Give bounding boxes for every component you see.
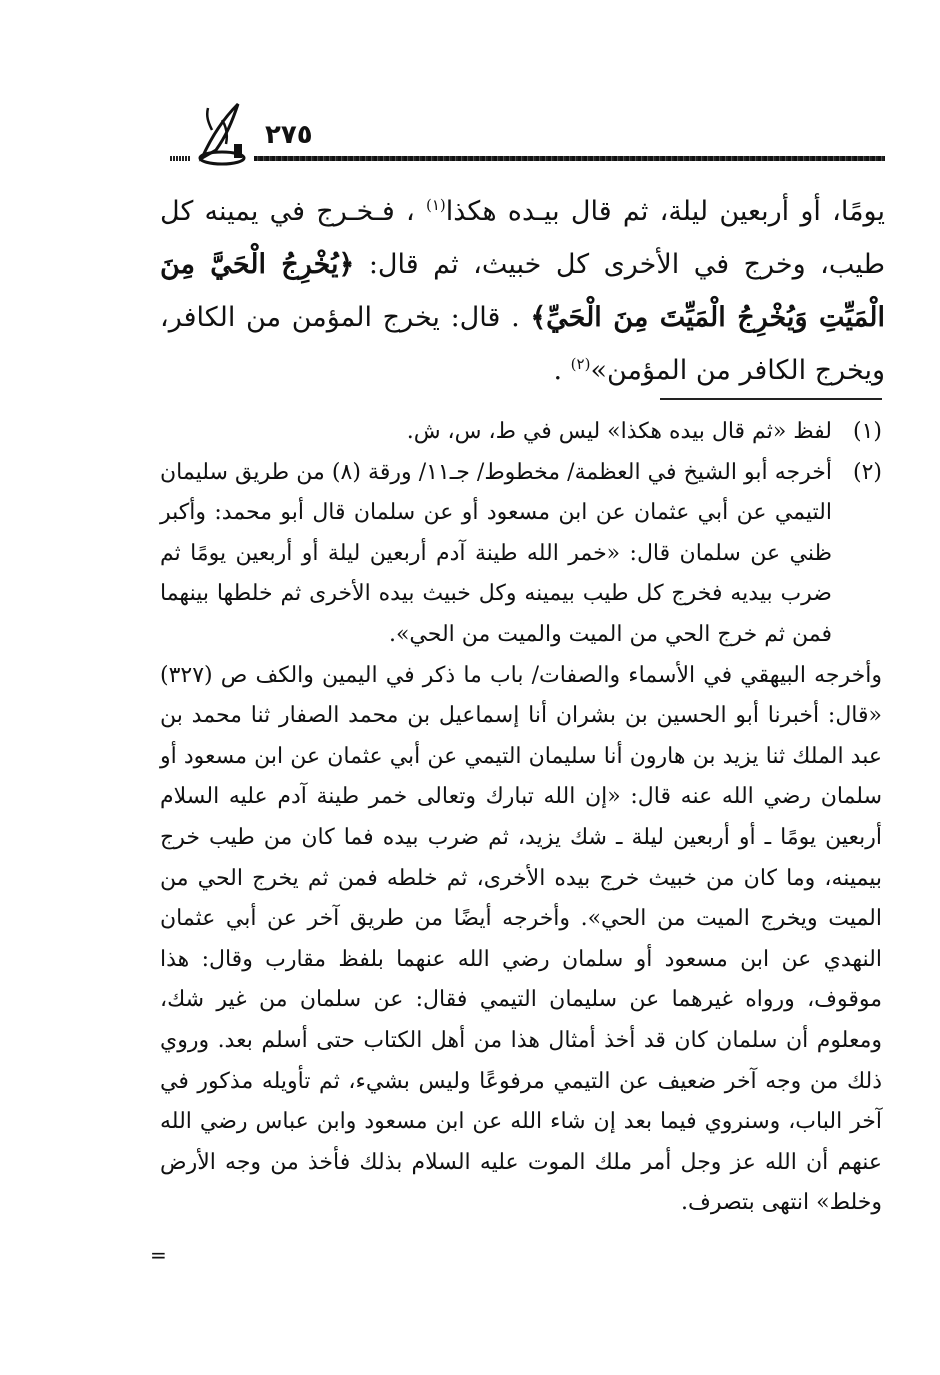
side-mark: =	[150, 1243, 167, 1267]
footnote-ref-1: (١)	[425, 196, 446, 214]
header-rule-left	[170, 156, 190, 161]
main-text-part: ، فـخـرج في يمينه كل طيب، وخرج في الأخرى كل خبيث، ثم قال:	[160, 196, 885, 280]
page-number: ٢٧٥	[265, 120, 313, 150]
footnote-2-continuation: وأخرجه البيهقي في الأسماء والصفات/ باب ما ذكر في اليمين والكف ص (٣٢٧) «قال: أخبرنا أبو الحسين بن بشران أنا إسماعيل بن محمد الصفار ثنا محمد بن عبد الملك ثنا يزيد بن هارون أنا سليمان التيمي عن أبي عثمان عن ابن مسعود أو سلمان رضي الله عنه قال: «إن الله تبارك وتعالى خمر طينة آدم عليه السلام أربعين يومًا ـ أو أربعين ليلة ـ شك يزيد، ثم ضرب بيده فما كان من طيب خرج بيمينه، وما كان من خبيث خرج بيده الأخرى، ثم خلطه فمن ثم يخرج الحي من الميت ويخرج الميت من الحي». وأخرجه أيضًا من طريق آخر عن أبي عثمان النهدي عن ابن مسعود أو سلمان رضي الله عنهما بلفظ مقارب وقال: هذا موقوف، ورواه غيرهما عن سليمان التيمي فقال: عن سلمان من غير شك، ومعلوم أن سلمان كان قد أخذ أمثال هذا من أهل الكتاب حتى أسلم بعد. وروي ذلك من وجه آخر ضعيف عن التيمي مرفوعًا وليس بشيء، ثم تأويله مذكور في آخر الباب، وسنروي فيما بعد إن شاء الله عن ابن مسعود وابن عباس رضي الله عنهم أن الله عز وجل أمر ملك الموت عليه السلام بذلك فأخذ من وجه الأرض وخلط» انتهى بتصرف.	[160, 662, 882, 1216]
footnote-number: (٢)	[852, 459, 882, 485]
main-text-part: . قال: يخرج المؤمن من الكافر، ويخرج الكافر من المؤمن»	[160, 302, 885, 386]
footnote-ref-2: (٢)	[570, 355, 591, 373]
main-text-part: يومًا، أو أربعين ليلة، ثم قال بيـده هكذا	[445, 196, 886, 227]
main-paragraph	[160, 185, 885, 397]
footnotes	[160, 412, 882, 1224]
main-text	[160, 185, 885, 397]
footnote-divider	[660, 398, 882, 400]
header-rule	[254, 156, 885, 161]
main-text-part: .	[553, 355, 571, 386]
quill-inkwell-icon	[192, 100, 252, 166]
footnote-1	[160, 412, 882, 453]
footnote-text: أخرجه أبو الشيخ في العظمة/ مخطوط/ جـ١١/ ورقة (٨) من طريق سليمان التيمي عن أبي عثمان عن ابن مسعود أو عن سلمان قال أبو محمد: وأكبر ظني عن سلمان قال: «خمر الله طينة آدم أربعين ليلة أو أربعين يومًا ثم ضرب بيديه فخرج كل طيب بيمينه وكل خبيث بيده الأخرى ثم خلطها بينهما فمن ثم خرج الحي من الميت والميت من الحي».	[160, 459, 832, 647]
footnote-text: لفظ «ثم قال بيده هكذا» ليس في ط، س، ش.	[406, 419, 832, 444]
page-header	[170, 98, 885, 168]
footnote-number: (١)	[852, 419, 882, 444]
footnote-2	[160, 453, 882, 656]
quran-verse: ﴿يُخْرِجُ الْحَيَّ مِنَ الْمَيِّتِ وَيُخْرِجُ الْمَيِّتَ مِنَ الْحَيِّ﴾	[160, 249, 885, 333]
